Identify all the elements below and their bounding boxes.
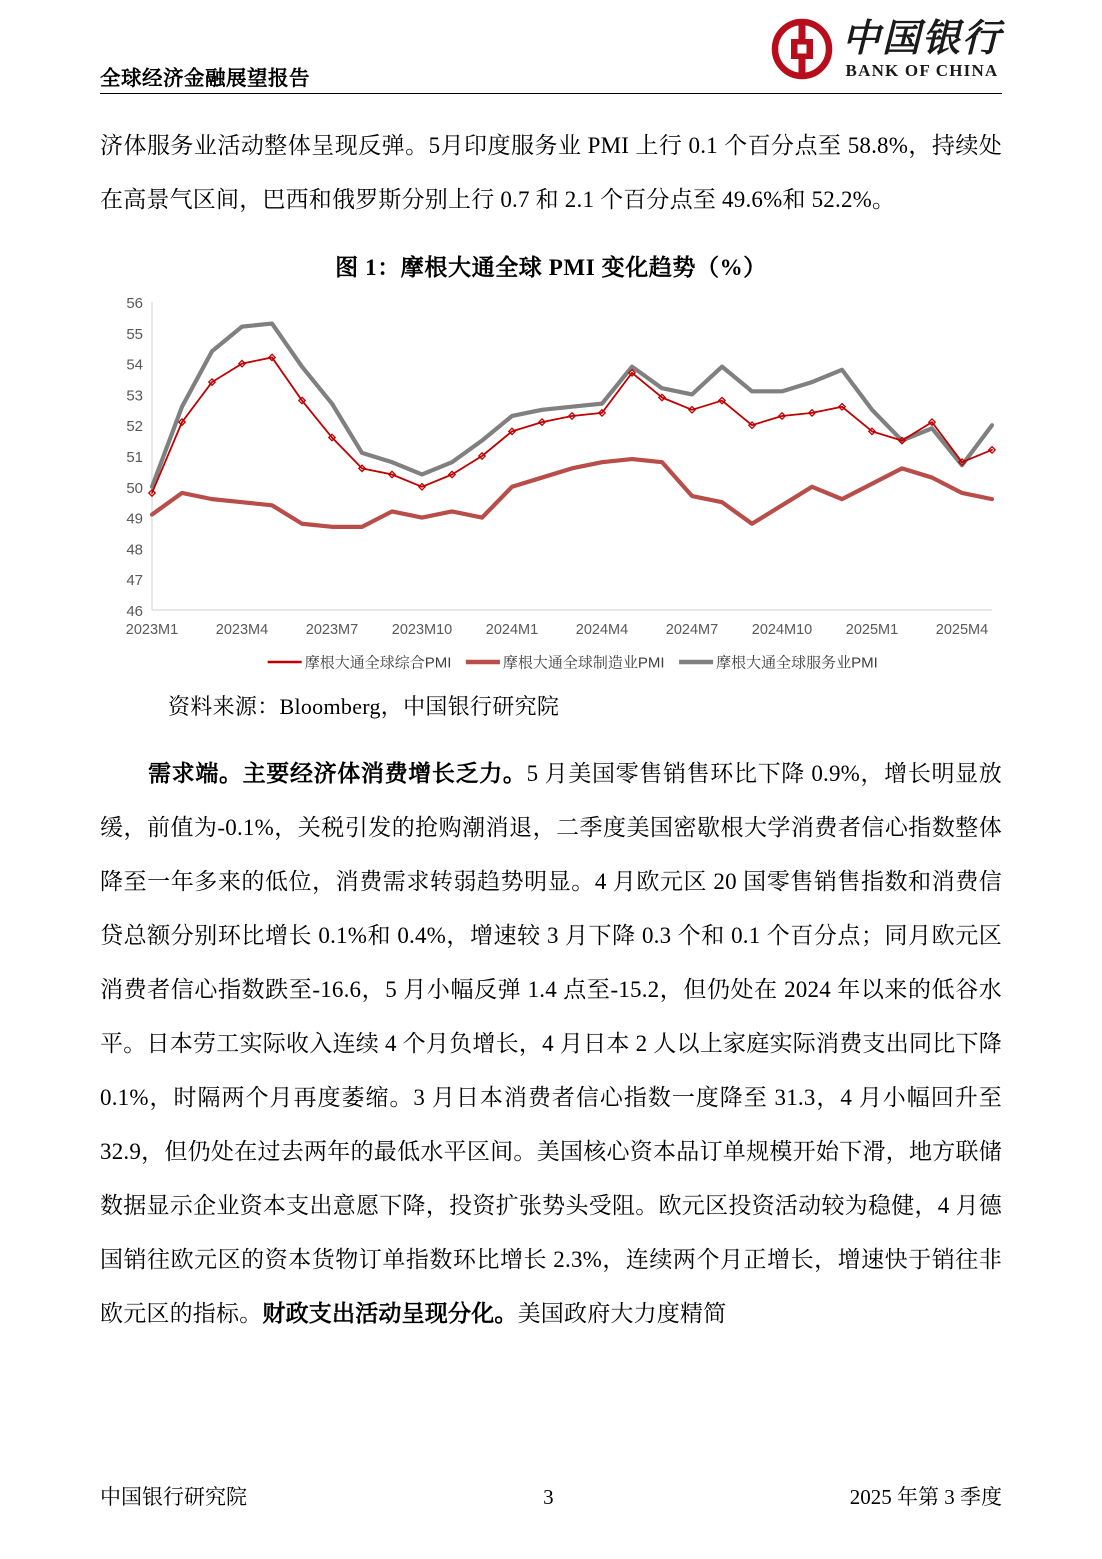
- boc-logo-chinese: 中国银行: [841, 17, 1002, 60]
- x-axis-tick-label: 2024M1: [485, 622, 539, 638]
- y-axis-tick-label: 52: [126, 418, 143, 436]
- header-divider: [100, 93, 1002, 94]
- boc-emblem-icon: [771, 18, 833, 80]
- x-axis-tick-label: 2025M4: [935, 622, 989, 638]
- chart-canvas: [100, 292, 1002, 682]
- report-running-title: 全球经济金融展望报告: [100, 67, 310, 90]
- y-axis-tick-label: 53: [126, 387, 143, 405]
- paragraph-2-inline-bold: 财政支出活动呈现分化。: [262, 1301, 518, 1326]
- x-axis-tick-label: 2024M10: [751, 622, 813, 638]
- x-axis-tick-label: 2023M10: [391, 622, 453, 638]
- y-axis-tick-label: 49: [126, 510, 143, 528]
- page-footer: [100, 1481, 1002, 1511]
- y-axis-tick-label: 47: [126, 572, 143, 590]
- legend-label: 摩根大通全球综合PMI: [304, 654, 452, 672]
- chart-legend-item: [466, 654, 665, 672]
- footer-page-number: 3: [543, 1485, 554, 1509]
- figure-1: [100, 249, 1002, 721]
- figure-source: 资料来源：Bloomberg，中国银行研究院: [168, 694, 560, 719]
- chart-series-line: [152, 357, 992, 493]
- body-paragraph-1: 济体服务业活动整体呈现反弹。5月印度服务业 PMI 上行 0.1 个百分点至 58.8%，持续处在高景气区间，巴西和俄罗斯分别上行 0.7 和 2.1 个百分点至 49.6%和 52.2%。: [100, 133, 1002, 212]
- x-axis-tick-label: 2024M4: [575, 622, 629, 638]
- y-axis-tick-label: 55: [126, 325, 143, 343]
- legend-label: 摩根大通全球服务业PMI: [716, 654, 878, 672]
- page-header: [100, 0, 1002, 105]
- x-axis-tick-label: 2024M7: [665, 622, 719, 638]
- footer-issue: 2025 年第 3 季度: [849, 1485, 1002, 1509]
- y-axis-tick-label: 46: [126, 603, 143, 620]
- y-axis-tick-label: 54: [126, 356, 143, 374]
- bank-of-china-logo: [771, 18, 1002, 80]
- y-axis-tick-label: 51: [126, 449, 143, 466]
- x-axis-tick-label: 2023M4: [215, 622, 269, 638]
- legend-label: 摩根大通全球制造业PMI: [502, 654, 665, 672]
- x-axis-tick-label: 2025M1: [845, 622, 899, 638]
- paragraph-2-text-2: 美国政府大力度精简: [517, 1301, 727, 1326]
- x-axis-tick-label: 2023M1: [125, 622, 179, 638]
- body-paragraph-2: [100, 747, 1002, 1341]
- figure-title: 图 1：摩根大通全球 PMI 变化趋势（%）: [335, 255, 767, 280]
- chart-legend-item: [679, 654, 878, 672]
- y-axis-tick-label: 48: [126, 541, 143, 559]
- paragraph-2-text-1: 5 月美国零售销售环比下降 0.9%，增长明显放缓，前值为-0.1%，关税引发的抢购潮消退，二季度美国密歇根大学消费者信心指数整体降至一年多来的低位，消费需求转弱趋势明显。4 月欧元区 20 国零售销售指数和消费信贷总额分别环比增长 0.1%和 0.4%，增速较 3 月下降 0.3 个和 0.1 个百分点；同月欧元区消费者信心指数跌至-16.6，5 月小幅反弹 1.4 点至-15.2，但仍处在 2024 年以来的低谷水平。日本劳工实际收入连续 4 个月负增长，4 月日本 2 人以上家庭实际消费支出同比下降 0.1%，时隔两个月再度萎缩。3 月日本消费者信心指数一度降至 31.3，4 月小幅回升至 32.9，但仍处在过去两年的最低水平区间。美国核心资本品订单规模开始下滑，地方联储数据显示企业资本支出意愿下降，投资扩张势头受阻。欧元区投资活动较为稳健，4 月德国销往欧元区的资本货物订单指数环比增长 2.3%，连续两个月正增长，增速快于销往非欧元区的指标。: [100, 761, 1002, 1326]
- x-axis-tick-label: 2023M7: [305, 622, 359, 638]
- paragraph-2-lead-bold: 需求端。主要经济体消费增长乏力。: [148, 761, 527, 786]
- y-axis-tick-label: 50: [126, 479, 143, 497]
- chart-legend-item: [268, 654, 452, 672]
- chart-series-line: [152, 459, 992, 527]
- footer-institution: 中国银行研究院: [100, 1485, 247, 1509]
- y-axis-tick-label: 56: [126, 295, 143, 312]
- pmi-line-chart: [100, 292, 1002, 682]
- chart-series-line: [152, 324, 992, 487]
- boc-logo-english: BANK OF CHINA: [845, 60, 999, 80]
- boc-wordmark: [841, 17, 1002, 80]
